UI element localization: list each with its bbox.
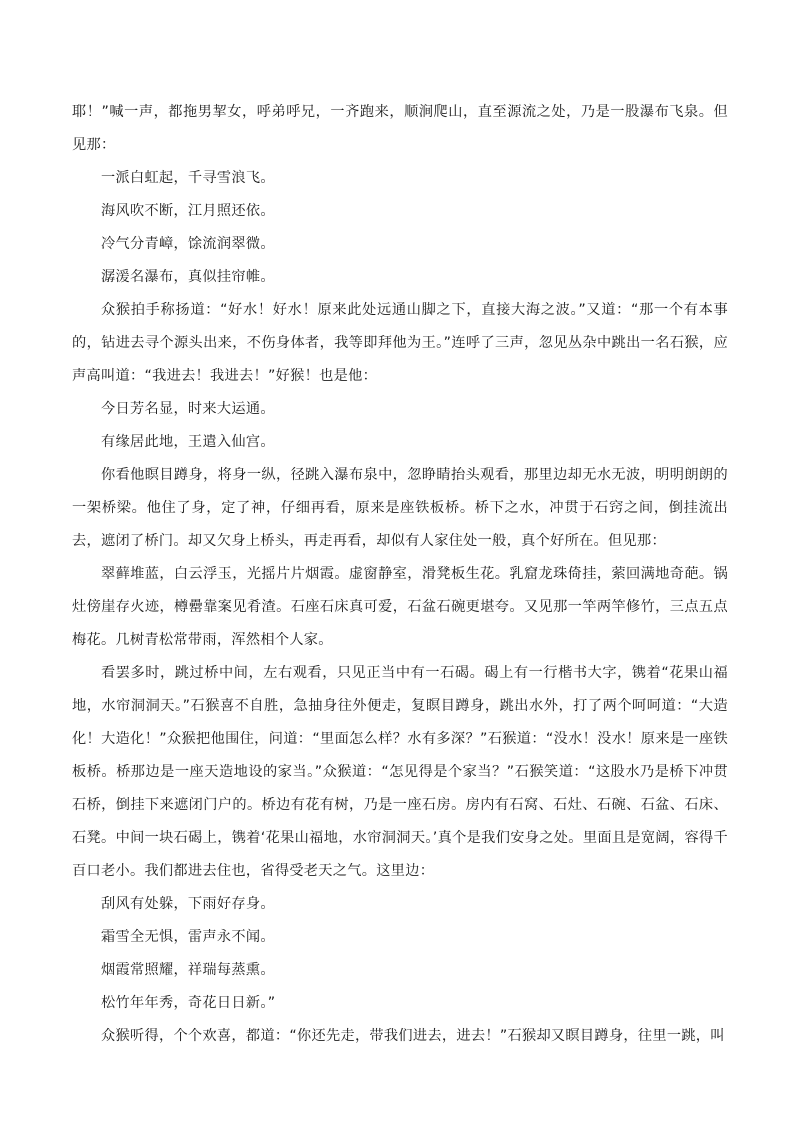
paragraph: 翠藓堆蓝，白云浮玉，光摇片片烟霞。虚窗静室，滑凳板生花。乳窟龙珠倚挂，萦回满地奇葩。锅灶傍崖存火迹，樽罍靠案见肴渣。石座石床真可爱，石盆石碗更堪夸。又见那一竿两竿修竹，三点五点梅花。几树青松常带雨，浑然相个人家。 <box>72 566 728 648</box>
poem-line: 冷气分青嶂，馀流润翠微。 <box>101 236 275 252</box>
paragraph: 你看他瞑目蹲身，将身一纵，径跳入瀑布泉中，忽睁睛抬头观看，那里边却无水无波，明明朗朗的一架桥梁。他住了身，定了神，仔细再看，原来是座铁板桥。桥下之水，冲贯于石窍之间，倒挂流出去，遮闭了桥门。却又欠身上桥头，再走再看，却似有人家住处一般，真个好所在。但见那： <box>72 467 728 549</box>
poem-line: 今日芳名显，时来大运通。 <box>101 401 275 417</box>
paragraph: 众猴听得，个个欢喜，都道：“你还先走，带我们进去，进去！”石猴却又瞑目蹲身，往里一跳，叫 <box>101 1028 725 1044</box>
poem-line: 有缘居此地，王遣入仙宫。 <box>101 434 275 450</box>
poem-line: 烟霞常照耀，祥瑞每蒸熏。 <box>101 962 275 978</box>
poem-line: 松竹年年秀，奇花日日新。” <box>101 995 276 1011</box>
poem-line: 潺湲名瀑布，真似挂帘帷。 <box>101 269 275 285</box>
poem-line: 霜雪全无惧，雷声永不闻。 <box>101 929 275 945</box>
poem-line: 刮风有处躲，下雨好存身。 <box>101 896 275 912</box>
paragraph: 看罢多时，跳过桥中间，左右观看，只见正当中有一石碣。碣上有一行楷书大字，镌着“花果山福地，水帘洞洞天。”石猴喜不自胜，急抽身往外便走，复瞑目蹲身，跳出水外，打了两个呵呵道：“大造化！大造化！”众猴把他围住，问道：“里面怎么样？水有多深？”石猴道：“没水！没水！原来是一座铁板桥。桥那边是一座天造地设的家当。”众猴道：“怎见得是个家当？”石猴笑道：“这股水乃是桥下冲贯石桥，倒挂下来遮闭门户的。桥边有花有树，乃是一座石房。房内有石窝、石灶、石碗、石盆、石床、石凳。中间一块石碣上，镌着‘花果山福地，水帘洞洞天。’真个是我们安身之处。里面且是宽阔，容得千百口老小。我们都进去住也，省得受老天之气。这里边： <box>72 665 728 879</box>
paragraph: 众猴拍手称扬道：“好水！好水！原来此处远通山脚之下，直接大海之波。”又道：“那一个有本事的，钻进去寻个源头出来，不伤身体者，我等即拜他为王。”连呼了三声，忽见丛杂中跳出一名石猴，应声高叫道：“我进去！我进去！”好猴！也是他： <box>72 302 728 384</box>
document-body <box>72 96 728 1053</box>
paragraph: 耶！”喊一声，都拖男挈女，呼弟呼兄，一齐跑来，顺涧爬山，直至源流之处，乃是一股瀑布飞泉。但见那： <box>72 104 728 153</box>
poem-line: 海风吹不断，江月照还依。 <box>101 203 275 219</box>
poem-line: 一派白虹起，千寻雪浪飞。 <box>101 170 275 186</box>
